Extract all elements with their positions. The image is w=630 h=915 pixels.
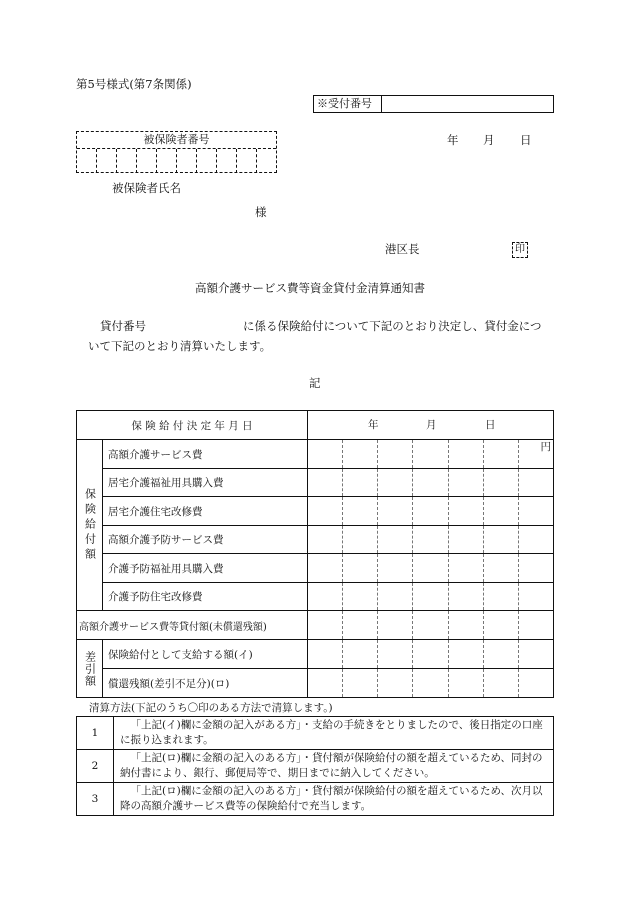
insured-number-label: 被保険者番号 [77, 132, 276, 149]
table-row [103, 469, 553, 497]
yen-unit: 円 [540, 441, 551, 453]
benefit-row-label: 介護予防住宅改修費 [108, 591, 203, 603]
loan-row [77, 611, 553, 640]
decision-date-row [77, 411, 553, 440]
honorific: 様 [255, 205, 267, 219]
decision-month: 月 [426, 419, 437, 431]
settlement-text: 「上記(ロ)欄に金額の記入のある方」・貸付額が保険給付の額を超えているため、同封の納付書により、銀行、郵便局等で、期日までに納入してください。 [120, 752, 543, 779]
benefit-row-label: 居宅介護住宅改修費 [108, 505, 203, 518]
amount-cells[interactable] [307, 640, 553, 668]
table-row [103, 554, 553, 583]
table-row [103, 640, 553, 669]
amount-cells[interactable] [307, 497, 553, 525]
settlement-text: 「上記(イ)欄に金額の記入がある方」・支給の手続きをとりましたので、後日指定の口座に振り込まれます。 [120, 719, 543, 746]
loan-row-label: 高額介護サービス費等貸付額(未償還残額) [79, 621, 267, 633]
document-title: 高額介護サービス費等資金貸付金清算通知書 [195, 281, 425, 295]
amount-cells[interactable] [307, 554, 553, 582]
intro-line2: いて下記のとおり清算いたします。 [88, 339, 272, 353]
reception-number-field[interactable] [382, 96, 553, 112]
amount-cells[interactable] [307, 440, 553, 468]
settlement-text: 「上記(ロ)欄に金額の記入のある方」・貸付額が保険給付の額を超えているため、次月以降の高額介護サービス費等の保険給付で充当します。 [120, 785, 543, 812]
reception-number-label: ※受付番号 [314, 96, 382, 112]
benefit-row-label: 介護予防福祉用具購入費 [108, 562, 224, 575]
benefit-group-label: 保険給付額 [77, 440, 103, 611]
deduction-row-label: 償還残額(差引不足分)(ロ) [108, 677, 230, 690]
intro-line1: に係る保険給付について下記のとおり決定し、貸付金につ [243, 319, 542, 333]
benefit-row-label: 高額介護予防サービス費 [108, 534, 224, 546]
table-row [103, 583, 553, 611]
settlement-row [77, 717, 553, 750]
reception-number-box [313, 95, 554, 113]
issuer-name: 港区長 [385, 242, 420, 256]
decision-date-label: 保 険 給 付 決 定 年 月 日 [131, 419, 253, 432]
settlement-row [77, 783, 553, 815]
table-row [103, 497, 553, 526]
settlement-number[interactable]: 2 [77, 750, 114, 782]
date-day: 日 [520, 133, 532, 147]
table-row [103, 669, 553, 697]
date-year: 年 [447, 133, 459, 147]
amount-cells[interactable] [307, 526, 553, 553]
deduction-row-label: 保険給付として支給する額(イ) [108, 648, 253, 661]
insured-name-label: 被保険者氏名 [112, 181, 181, 195]
table-row [103, 440, 553, 469]
date-month: 月 [483, 133, 495, 147]
intro-loan-number-label: 貸付番号 [100, 319, 146, 333]
deduction-group-label: 差引額 [77, 640, 103, 698]
insured-number-cells[interactable] [77, 149, 276, 173]
seal-mark: 印 [512, 242, 528, 258]
benefit-row-label: 高額介護サービス費 [108, 448, 203, 461]
amount-cells[interactable] [307, 611, 553, 639]
table-row [103, 526, 553, 554]
ki-heading: 記 [309, 376, 321, 390]
settlement-row [77, 750, 553, 783]
insured-number-box [76, 131, 277, 173]
amount-cells[interactable] [307, 583, 553, 610]
settlement-heading: 清算方法(下記のうち〇印のある方法で清算します。) [89, 702, 333, 714]
amount-cells[interactable] [307, 669, 553, 697]
decision-day: 日 [485, 419, 496, 431]
settlement-table [76, 716, 554, 816]
benefit-row-label: 居宅介護福祉用具購入費 [108, 477, 224, 489]
decision-year: 年 [368, 419, 379, 431]
amount-cells[interactable] [307, 469, 553, 496]
form-number: 第5号様式(第7条関係) [76, 77, 192, 91]
settlement-number[interactable]: 3 [77, 783, 114, 815]
benefit-table [76, 410, 554, 698]
settlement-number[interactable]: 1 [77, 717, 114, 749]
